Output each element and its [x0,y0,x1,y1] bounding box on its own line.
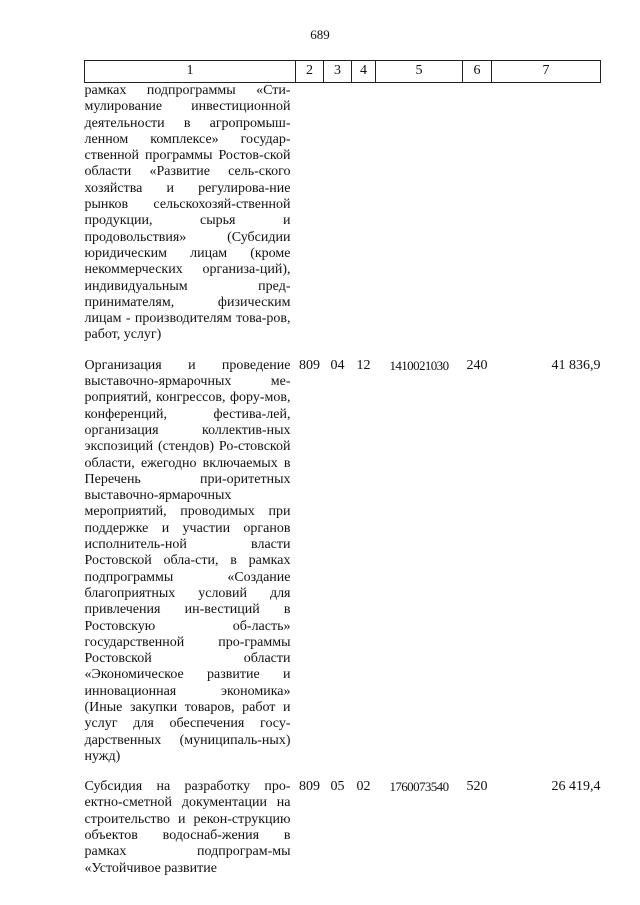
table-row [85,83,601,344]
table-row [85,765,601,877]
row-subsection: 12 [356,357,371,373]
row-section: 04 [330,357,345,373]
column-header: 2 [296,61,324,83]
table-row [85,344,601,765]
row-expense-type: 240 [466,357,488,373]
row-ministry: 809 [299,779,320,795]
budget-table [84,60,601,877]
row-description: Субсидия на разработку про-ектно-сметной документации на строительство и рекон-струкцию объектов водоснаб-жения в рамках подпрограм-мы «Устойчивое развитие [84,779,291,876]
row-subsection [352,83,376,344]
row-amount: 26 419,4 [551,779,601,795]
page-number: 689 [310,27,330,42]
column-header: 4 [352,61,376,83]
row-section [324,83,352,344]
row-amount [492,83,601,344]
row-description: рамках подпрограммы «Сти-мулирование инвестиционной деятельности в агропромыш-ленном комплексе» государ-ственной программы Ростов-ской области «Развитие сель-ского хозяйства и регулирова-ние рынков сельскохозяй-ственной продукции, сырья и продовольствия» (Субсидии юридическим лицам (кроме некоммерческих организа-ций), индивидуальным пред-принимателям, физическим лицам - производителям това-ров, работ, услуг) [84,83,291,343]
column-header: 3 [324,61,352,83]
row-amount: 41 836,9 [551,357,601,373]
row-target: 1760073540 [389,779,449,795]
row-section: 05 [330,779,345,795]
row-subsection: 02 [356,779,371,795]
row-ministry: 809 [299,357,320,373]
row-target: 1410021030 [389,357,449,373]
row-ministry [296,83,324,344]
row-description: Организация и проведение выставочно-ярмарочных ме-роприятий, конгрессов, фору-мов, конференций, фестива-лей, организация коллектив-ных экспозиций (стендов) Ро-стовской области, ежегодно включаемых в Перечень при-оритетных выставочно-ярмарочных мероприятий, проводимых при поддержке и участии органов исполнитель-ной власти Ростовской обла-сти, в рамках подпрограммы «Создание благоприятных условий для привлечения ин-вестиций в Ростовскую об-ласть» государственной про-граммы Ростовской области «Экономическое развитие и инновационная экономика» (Иные закупки товаров, работ и услуг для обеспечения госу-дарственных (муниципаль-ных) нужд) [84,357,291,764]
column-header: 1 [85,61,296,83]
column-header: 5 [376,61,463,83]
row-expense-type [463,83,492,344]
row-target [376,83,463,344]
column-header: 7 [492,61,601,83]
row-expense-type: 520 [466,779,488,795]
column-header: 6 [463,61,492,83]
header-row [85,61,601,83]
